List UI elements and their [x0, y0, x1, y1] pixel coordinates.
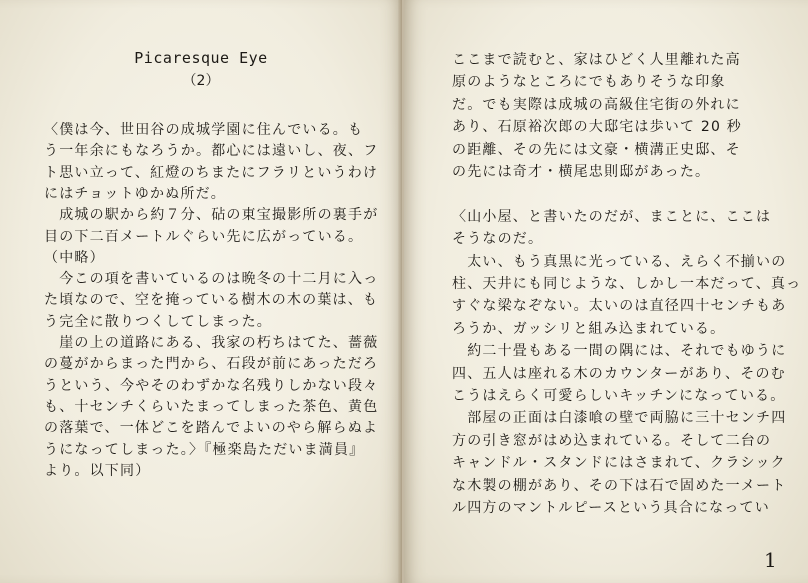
text-line: 部屋の正面は白漆喰の壁で両脇に三十センチ四: [452, 410, 787, 427]
left-page: [0, 0, 402, 583]
text-line: 方の引き窓がはめ込まれている。そして二台の: [452, 432, 772, 449]
text-line: な木製の棚があり、その下は石で固めた一メート: [452, 477, 787, 494]
text-line: 原のようなところにでもありそうな印象: [452, 74, 726, 91]
text-line: 崖の上の道路にある、我家の朽ちはてた、薔薇: [44, 335, 379, 351]
text-line: 目の下二百メートルぐらい先に広がっている。: [44, 228, 364, 245]
text-line: う完全に散りつくしてしまった。: [44, 313, 272, 330]
text-line: の落葉で、一体どこを踏んでよいのやら解らぬよ: [44, 420, 379, 437]
text-line: だ。でも実際は成城の高級住宅街の外れに: [452, 96, 741, 113]
text-line: ト思い立って、紅燈のちまたにフラリというわけ: [44, 164, 379, 181]
text-line: の距離、その先には文豪・横溝正史邸、そ: [452, 141, 741, 158]
text-line: の先には奇才・横尾忠則邸があった。: [452, 164, 711, 180]
text-line: の蔓がからまった門から、石段が前にあっただろ: [44, 356, 379, 373]
text-line: 〈山小屋、と書いたのだが、まことに、ここは: [452, 208, 772, 225]
text-line: う一年余にもなろうか。都心には遠いし、夜、フ: [44, 143, 379, 160]
page-number: 1: [764, 548, 777, 572]
text-line: ここまで読むと、家はひどく人里離れた高: [452, 52, 741, 68]
text-line: 〈僕は今、世田谷の成城学園に住んでいる。も: [44, 122, 364, 138]
text-line: 柱、天井にも同じような、しかし一本だって、真っ: [452, 276, 802, 292]
text-line: 太い、もう真黒に光っている、えらく不揃いの: [452, 253, 787, 270]
text-line: 成城の駅から約７分、砧の東宝撮影所の裏手が: [44, 207, 379, 224]
text-line: そうなのだ。: [452, 231, 544, 248]
text-line: あり、石原裕次郎の大邸宅は歩いて 20 秒: [452, 119, 742, 136]
text-line: ル四方のマントルピースという具合になってい: [452, 500, 770, 516]
chapter-number: （2）: [182, 73, 220, 89]
text-line: うという、今やそのわずかな名残りしかない段々: [44, 377, 379, 394]
text-line: ろうか、ガッシリと組み込まれている。: [452, 320, 726, 337]
text-line: うになってしまった。〉『極楽島ただいま満員』: [44, 441, 365, 458]
text-line: にはチョットゆかぬ所だ。: [44, 185, 226, 202]
right-page: [404, 0, 808, 583]
text-line: 四、五人は座れる木のカウンターがあり、そのむ: [452, 365, 786, 382]
text-line: こうはえらく可愛らしいキッチンになっている。: [452, 388, 786, 404]
text-line: 今この項を書いているのは晩冬の十二月に入っ: [44, 271, 379, 288]
text-line: 約二十畳もある一間の隅には、それでもゆうに: [452, 343, 787, 360]
text-line: た頃なので、空を掩っている樹木の木の葉は、も: [44, 292, 379, 309]
text-line: すぐな梁なぞない。太いのは直径四十センチもあ: [452, 298, 787, 315]
chapter-title: Picaresque Eye: [134, 49, 268, 67]
text-line: より。以下同）: [44, 462, 151, 479]
text-line: キャンドル・スタンドにはさまれて、クラシック: [452, 455, 786, 472]
text-line: （中略）: [44, 249, 105, 266]
text-line: も、十センチくらいたまってしまった茶色、黄色: [44, 398, 379, 415]
